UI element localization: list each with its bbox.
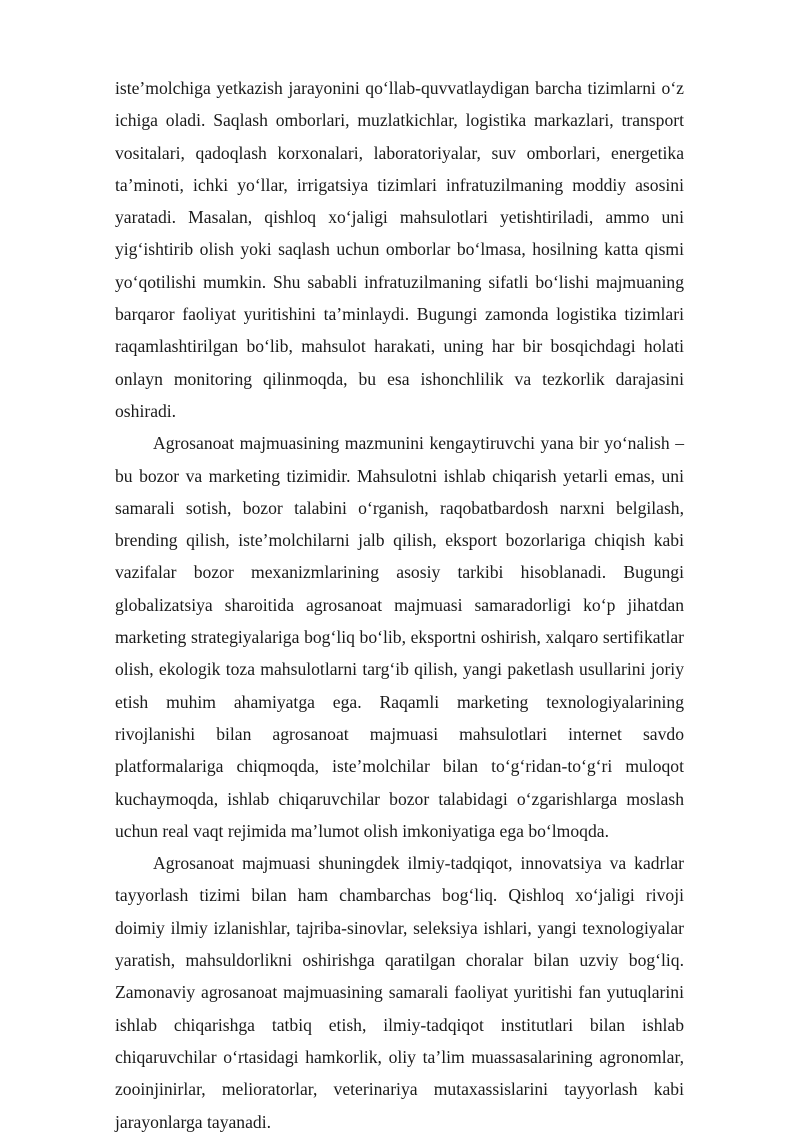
paragraph-marketing: Agrosanoat majmuasining mazmunini kengaytiruvchi yana bir yo‘nalish – bu bozor va marketing tizimidir. Mahsulotni ishlab chiqarish yetarli emas, uni samarali sotish, bozor talabini o‘rganish, raqobatbardosh narxni belgilash, brending qilish, iste’molchilarni jalb qilish, eksport bozorlariga chiqish kabi vazifalar bozor mexanizmlarining asosiy tarkibi hisoblanadi. Bugungi globalizatsiya sharoitida agrosanoat majmuasi samaradorligi ko‘p jihatdan marketing strategiyalariga bog‘liq bo‘lib, eksportni oshirish, xalqaro sertifikatlar olish, ekologik toza mahsulotlarni targ‘ib qilish, yangi paketlash usullarini joriy etish muhim ahamiyatga ega. Raqamli marketing texnologiyalarining rivojlanishi bilan agrosanoat majmuasi mahsulotlari internet savdo platformalariga chiqmoqda, iste’molchilar bilan to‘g‘ridan-to‘g‘ri muloqot kuchaymoqda, ishlab chiqaruvchilar bozor talabidagi o‘zgarishlarga moslash uchun real vaqt rejimida ma’lumot olish imkoniyatiga ega bo‘lmoqda. [115,433,684,841]
paragraph-infrastructure: iste’molchiga yetkazish jarayonini qo‘llab-quvvatlaydigan barcha tizimlarni o‘z ichiga oladi. Saqlash omborlari, muzlatkichlar, logistika markazlari, transport vositalari, qadoqlash korxonalari, laboratoriyalar, suv omborlari, energetika ta’minoti, ichki yo‘llar, irrigatsiya tizimlari infratuzilmaning moddiy asosini yaratadi. Masalan, qishloq xo‘jaligi mahsulotlari yetishtiriladi, ammo uni yig‘ishtirib olish yoki saqlash uchun omborlar bo‘lmasa, hosilning katta qismi yo‘qotilishi mumkin. Shu sababli infratuzilmaning sifatli bo‘lishi majmuaning barqaror faoliyat yuritishini ta’minlaydi. Bugungi zamonda logistika tizimlari raqamlashtirilgan bo‘lib, mahsulot harakati, uning har bir bosqichdagi holati onlayn monitoring qilinmoqda, bu esa ishonchlilik va tezkorlik darajasini oshiradi. [115,78,684,421]
document-page [115,72,684,1138]
paragraph-research: Agrosanoat majmuasi shuningdek ilmiy-tadqiqot, innovatsiya va kadrlar tayyorlash tizimi bilan ham chambarchas bog‘liq. Qishloq xo‘jaligi rivoji doimiy ilmiy izlanishlar, tajriba-sinovlar, seleksiya ishlari, yangi texnologiyalar yaratish, mahsuldorlikni oshirishga qaratilgan choralar bilan uzviy bog‘liq. Zamonaviy agrosanoat majmuasining samarali faoliyat yuritishi fan yutuqlarini ishlab chiqarishga tatbiq etish, ilmiy-tadqiqot institutlari bilan ishlab chiqaruvchilar o‘rtasidagi hamkorlik, oliy ta’lim muassasalarining agronomlar, zooinjinirlar, melioratorlar, veterinariya mutaxassislarini tayyorlash kabi jarayonlarga tayanadi. [115,853,684,1132]
